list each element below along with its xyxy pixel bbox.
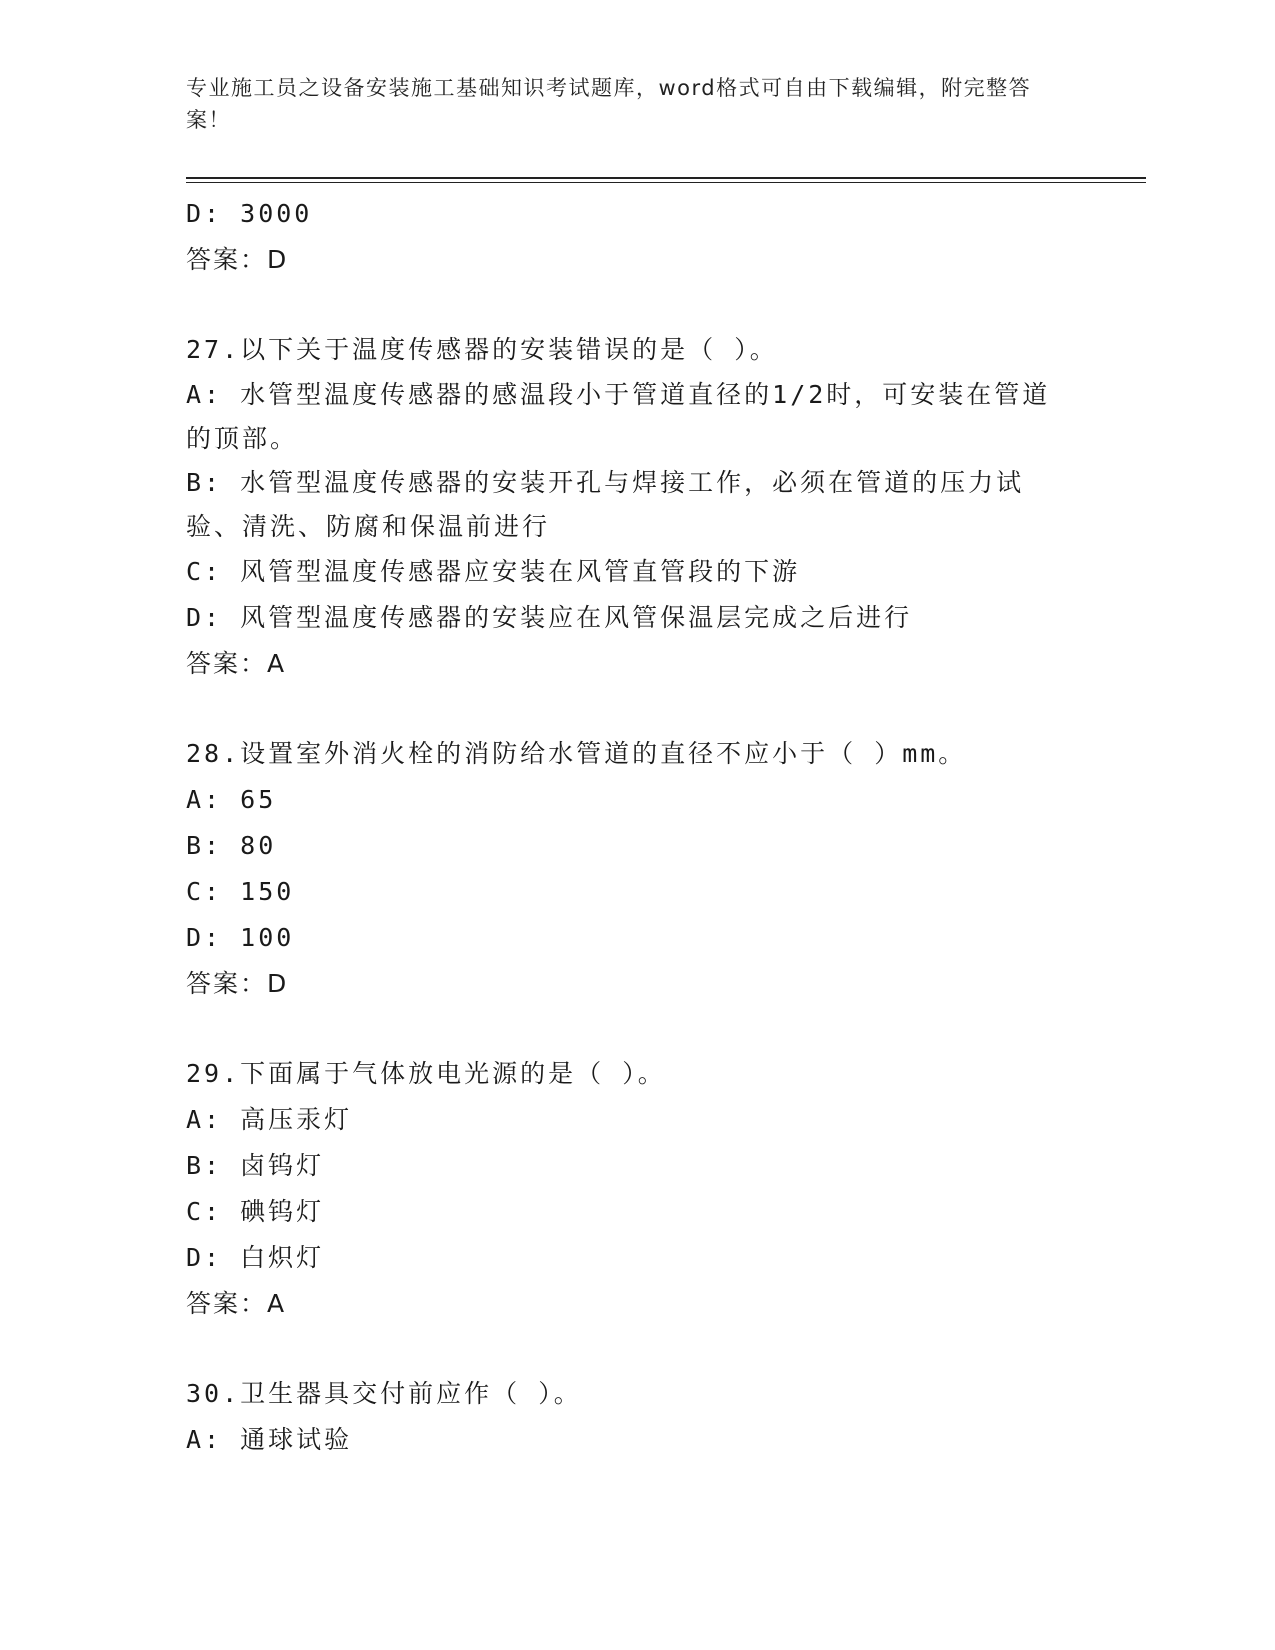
option-b: B: 卤钨灯 (186, 1151, 325, 1180)
header-divider-thin (186, 182, 1146, 183)
option-b: B: 80 (186, 831, 277, 860)
question-27 (186, 327, 1086, 687)
answer-line: 答案：A (186, 649, 287, 678)
option-a: A: 65 (186, 785, 277, 814)
question-stem: 30.卫生器具交付前应作（ ）。 (186, 1379, 582, 1408)
option-a: A: 通球试验 (186, 1425, 353, 1454)
question-29 (186, 1051, 1086, 1327)
option-a: A: 水管型温度传感器的感温段小于管道直径的1/2时，可安装在管道的顶部。 (186, 380, 1051, 453)
option-c: C: 风管型温度传感器应安装在风管直管段的下游 (186, 557, 801, 586)
option-d: D: 白炽灯 (186, 1243, 325, 1272)
answer-line: 答案：D (186, 245, 289, 274)
option-d: D: 100 (186, 923, 295, 952)
header-divider-thick (186, 177, 1146, 179)
option-d: D: 3000 (186, 199, 313, 228)
spacer (186, 1327, 1086, 1371)
document-header: 专业施工员之设备安装施工基础知识考试题库，word格式可自由下载编辑，附完整答案！ (186, 76, 1032, 132)
option-b: B: 水管型温度传感器的安装开孔与焊接工作，必须在管道的压力试验、清洗、防腐和保温前进行 (186, 468, 1025, 541)
question-stem: 28.设置室外消火栓的消防给水管道的直径不应小于（ ）mm。 (186, 739, 967, 768)
document-body (186, 191, 1086, 1463)
spacer (186, 687, 1086, 731)
question-stem: 29.下面属于气体放电光源的是（ ）。 (186, 1059, 666, 1088)
option-c: C: 150 (186, 877, 295, 906)
option-a: A: 高压汞灯 (186, 1105, 353, 1134)
spacer (186, 283, 1086, 327)
answer-line: 答案：A (186, 1289, 287, 1318)
answer-line: 答案：D (186, 969, 289, 998)
question-28 (186, 731, 1086, 1007)
spacer (186, 1007, 1086, 1051)
question-30 (186, 1371, 1086, 1463)
option-d: D: 风管型温度传感器的安装应在风管保温层完成之后进行 (186, 603, 913, 632)
question-stem: 27.以下关于温度传感器的安装错误的是（ ）。 (186, 335, 778, 364)
option-c: C: 碘钨灯 (186, 1197, 325, 1226)
